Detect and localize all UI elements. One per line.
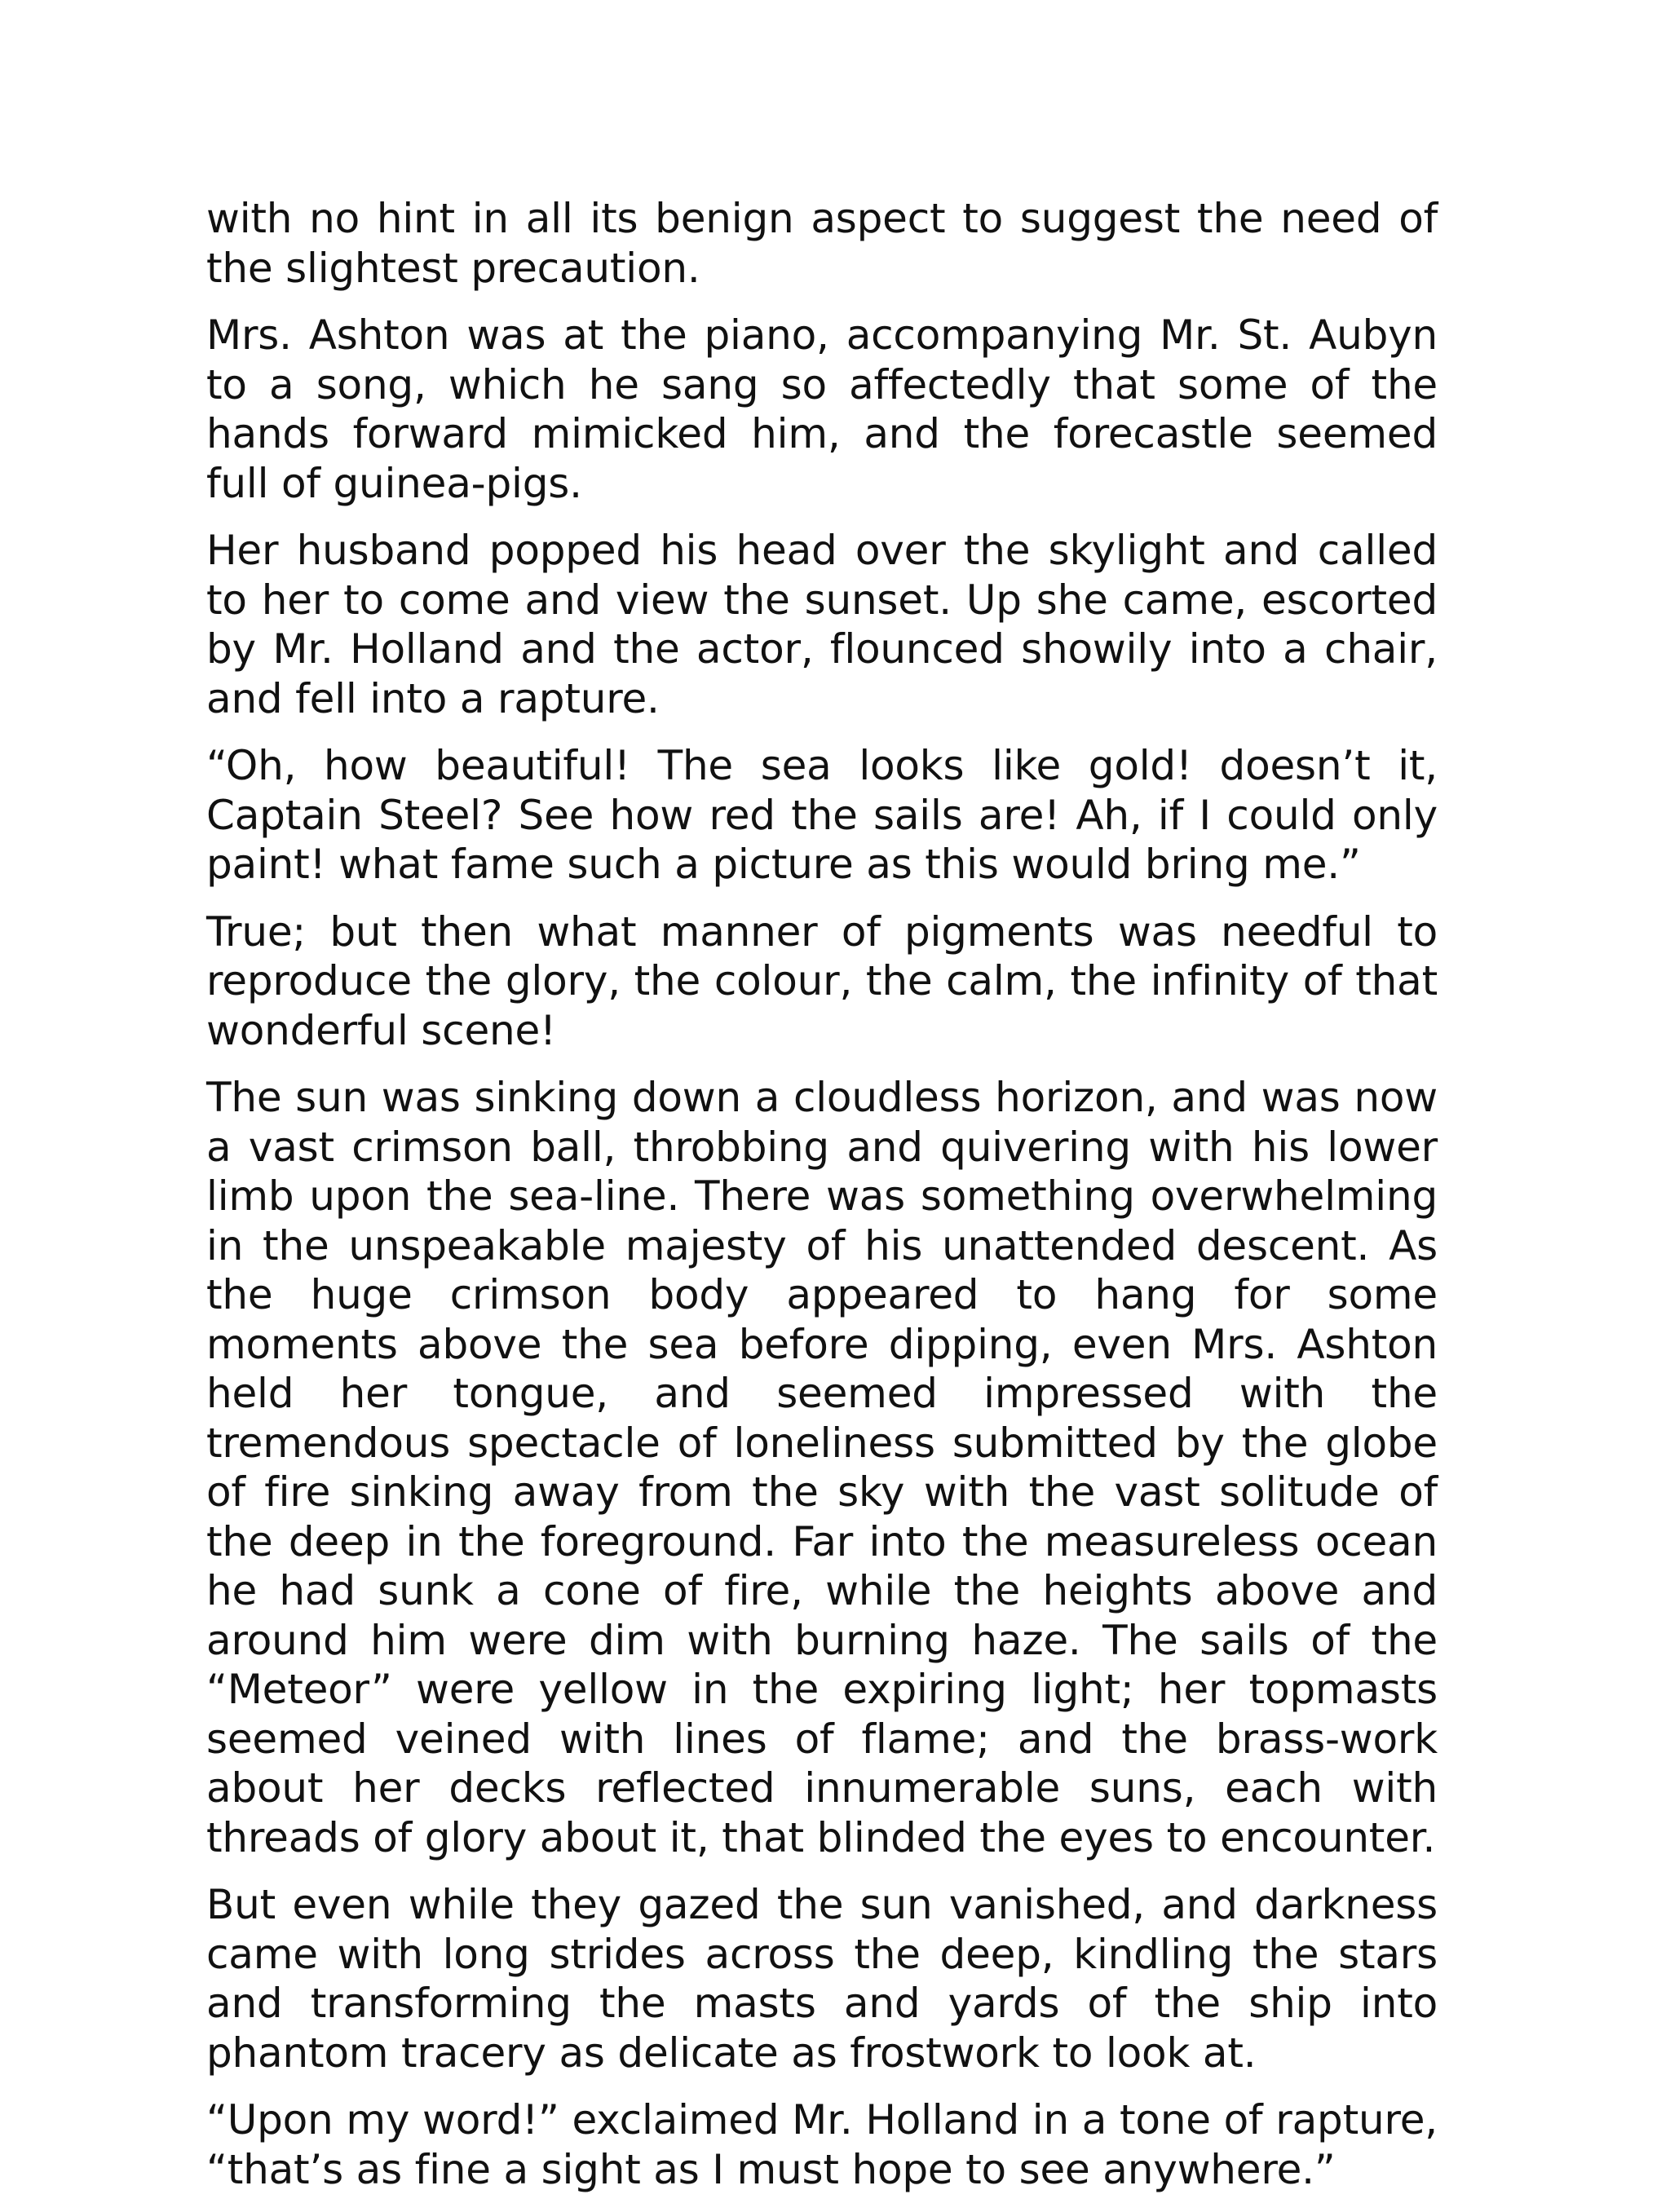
paragraph: The sun was sinking down a cloudless horizon, and was now a vast crimson ball, throbbing and quivering with his lower limb upon the sea-line. There was something overwhelming in the unspeakable majesty of his unattended descent. As the huge crimson body appeared to hang for some moments above the sea before dipping, even Mrs. Ashton held her tongue, and seemed impressed with the tremendous spectacle of loneliness submitted by the globe of fire sinking away from the sky with the vast solitude of the deep in the foreground. Far into the measureless ocean he had sunk a cone of fire, while the heights above and around him were dim with burning haze. The sails of the “Meteor” were yellow in the expiring light; her topmasts seemed veined with lines of flame; and the brass-work about her decks reflected innumerable suns, each with threads of glory about it, that blinded the eyes to encounter. (206, 1074, 1438, 1861)
paragraph: But even while they gazed the sun vanished, and darkness came with long strides across the deep, kindling the stars and transforming the masts and yards of the ship into phantom tracery as delicate as frostwork to look at. (206, 1881, 1438, 2077)
paragraph: True; but then what manner of pigments was needful to reproduce the glory, the colour, the calm, the infinity of that wonderful scene! (206, 907, 1438, 1054)
document-page (206, 194, 1438, 2212)
paragraph: with no hint in all its benign aspect to suggest the need of the slightest precaution. (206, 195, 1438, 292)
paragraph: “Upon my word!” exclaimed Mr. Holland in a tone of rapture, “that’s as fine a sight as I must hope to see anywhere.” (206, 2096, 1438, 2193)
paragraph: Mrs. Ashton was at the piano, accompanying Mr. St. Aubyn to a song, which he sang so affectedly that some of the hands forward mimicked him, and the forecastle seemed full of guinea-pigs. (206, 311, 1438, 507)
paragraph: “Oh, how beautiful! The sea looks like gold! doesn’t it, Captain Steel? See how red the sails are! Ah, if I could only paint! what fame such a picture as this would bring me.” (206, 742, 1438, 888)
paragraph: Her husband popped his head over the skylight and called to her to come and view the sunset. Up she came, escorted by Mr. Holland and the actor, flounced showily into a chair, and fell into a rapture. (206, 527, 1438, 722)
